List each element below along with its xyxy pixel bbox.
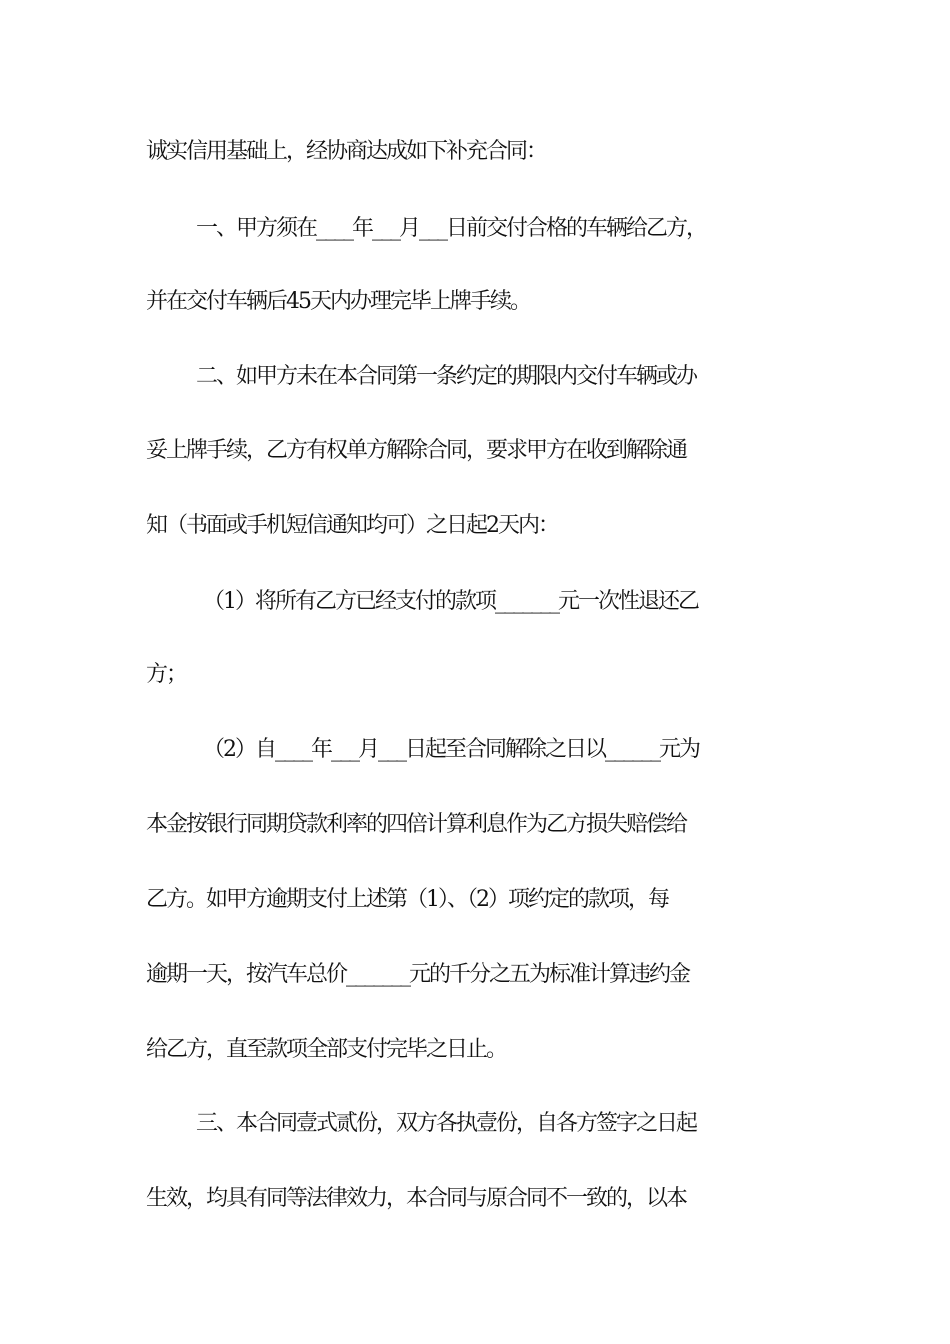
item-one-line-2: 方；	[146, 662, 187, 687]
item-two-line-2: 本金按银行同期贷款利率的四倍计算利息作为乙方损失赔偿给	[146, 812, 687, 837]
clause-one-line-2: 并在交付车辆后45天内办理完毕上牌手续。	[146, 289, 530, 314]
clause-two-line-2: 妥上牌手续，乙方有权单方解除合同，要求甲方在收到解除通	[146, 438, 687, 463]
clause-two-line-3: 知（书面或手机短信通知均可）之日起2天内：	[146, 513, 558, 538]
item-one-line-1: （1）将所有乙方已经支付的款项_______元一次性退还乙	[203, 589, 698, 614]
clause-one-line-1: 一、甲方须在____年___月___日前交付合格的车辆给乙方，	[196, 216, 707, 241]
item-two-line-1: （2）自____年___月___日起至合同解除之日以______元为	[203, 737, 699, 762]
item-two-line-4: 逾期一天，按汽车总价_______元的千分之五为标准计算违约金	[146, 962, 690, 987]
clause-three-line-2: 生效，均具有同等法律效力，本合同与原合同不一致的，以本	[146, 1186, 687, 1211]
clause-three-line-1: 三、本合同壹式贰份，双方各执壹份，自各方签字之日起	[196, 1111, 697, 1136]
text-line-1: 诚实信用基础上，经协商达成如下补充合同：	[146, 139, 547, 164]
item-two-line-3: 乙方。如甲方逾期支付上述第（1）、（2）项约定的款项，每	[146, 887, 668, 912]
item-two-line-5: 给乙方，直至款项全部支付完毕之日止。	[146, 1037, 507, 1062]
clause-two-line-1: 二、如甲方未在本合同第一条约定的期限内交付车辆或办	[196, 364, 697, 389]
